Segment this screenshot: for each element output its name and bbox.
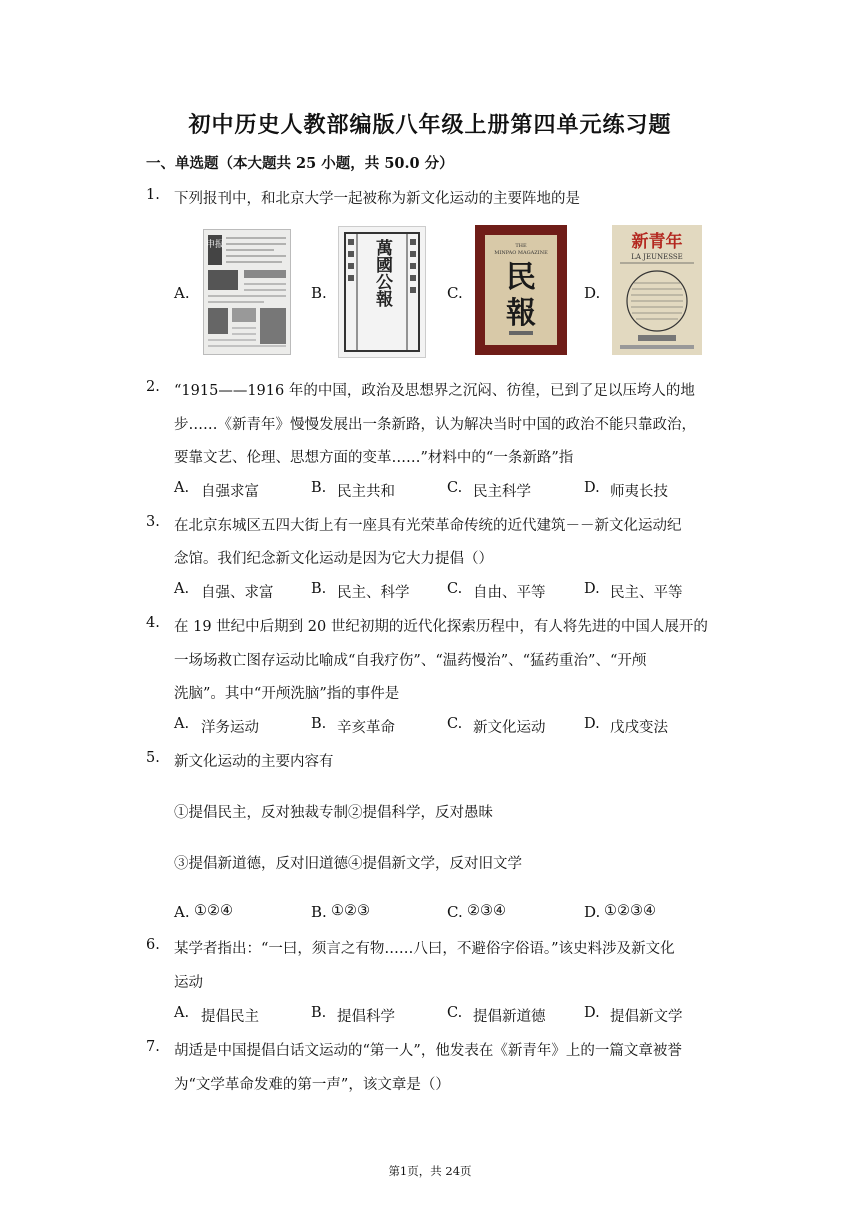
- option-text: 自由、平等: [473, 585, 546, 601]
- newspaper-zhongbao-image: [203, 229, 291, 355]
- question-text: 某学者指出：“一曰，须言之有物……八曰，不避俗字俗语。”该史料涉及新文化: [174, 941, 675, 957]
- option-label: B.: [311, 480, 327, 496]
- option-label: A.: [174, 716, 190, 732]
- option-label: D.: [584, 284, 601, 302]
- svg-text:MINPAO MAGAZINE: MINPAO MAGAZINE: [494, 250, 548, 256]
- question-text: 一场场救亡图存运动比喻成“自我疗伤”、“温药慢治”、“猛药重治”、“开颅: [174, 653, 647, 669]
- option-label: A.: [174, 581, 190, 597]
- option-text: 提倡新道德: [473, 1009, 546, 1025]
- option-text: 辛亥革命: [337, 720, 395, 736]
- section-heading: 一、单选题（本大题共 25 小题，共 50.0 分）: [146, 155, 454, 172]
- option-text: 新文化运动: [473, 720, 546, 736]
- option-text: 提倡民主: [201, 1009, 259, 1025]
- option-label: C.: [447, 1005, 463, 1021]
- option-text: 戊戌变法: [610, 720, 668, 736]
- question-text: 下列报刊中，和北京大学一起被称为新文化运动的主要阵地的是: [174, 191, 580, 207]
- question-text: 在 19 世纪中后期到 20 世纪初期的近代化探索历程中，有人将先进的中国人展开的: [174, 619, 708, 635]
- option-label: B.: [311, 716, 327, 732]
- magazine-masthead-text: 新青年: [631, 232, 683, 252]
- page-title: 初中历史人教部编版八年级上册第四单元练习题: [188, 112, 672, 138]
- question-text: 胡适是中国提倡白话文运动的“第一人”，他发表在《新青年》上的一篇文章被誉: [174, 1043, 682, 1059]
- option-text: 民主共和: [337, 484, 395, 500]
- option-text: 师夷长技: [610, 484, 668, 500]
- option-text: ①②④: [194, 903, 233, 919]
- option-label: C.: [447, 581, 463, 597]
- svg-text:LA JEUNESSE: LA JEUNESSE: [631, 253, 683, 261]
- option-label: B.: [311, 581, 327, 597]
- option-text: 洋务运动: [201, 720, 259, 736]
- svg-text:THE: THE: [515, 243, 527, 249]
- option-label: C.: [447, 480, 463, 496]
- question-text: 新文化运动的主要内容有: [174, 754, 334, 770]
- question-text: 在北京东城区五四大街上有一座具有光荣革命传统的近代建筑－－新文化运动纪: [174, 518, 682, 534]
- question-subline: ③提倡新道德，反对旧道德④提倡新文学，反对旧文学: [174, 856, 522, 872]
- question-subline: ①提倡民主，反对独裁专制②提倡科学，反对愚昧: [174, 805, 493, 821]
- option-label: D.: [584, 581, 600, 597]
- option-label: B.: [311, 284, 327, 302]
- option-label: A.: [174, 903, 190, 921]
- option-label: A.: [174, 1005, 190, 1021]
- question-number: 7.: [146, 1039, 160, 1055]
- question-number: 1.: [146, 187, 160, 203]
- option-text: ①②③④: [604, 903, 656, 919]
- option-text: 提倡新文学: [610, 1009, 683, 1025]
- option-label: A.: [174, 480, 190, 496]
- option-label: B.: [311, 1005, 327, 1021]
- option-text: 民主科学: [473, 484, 531, 500]
- question-number: 2.: [146, 379, 160, 395]
- question-number: 4.: [146, 615, 160, 631]
- option-label: C.: [447, 716, 463, 732]
- question-text: 步……《新青年》慢慢发展出一条新路，认为解决当时中国的政治不能只靠政治，: [174, 417, 696, 433]
- question-number: 6.: [146, 937, 160, 953]
- magazine-minbao-image: [475, 225, 567, 355]
- question-text: 要靠文艺、伦理、思想方面的变革……”材料中的“一条新路”指: [174, 450, 574, 466]
- option-label: D.: [584, 716, 600, 732]
- option-text: 自强、求富: [201, 585, 274, 601]
- magazine-xinqingnian-image: [612, 225, 702, 355]
- option-label: D.: [584, 1005, 600, 1021]
- question-text: 念馆。我们纪念新文化运动是因为它大力提倡（）: [174, 551, 493, 567]
- option-text: 民主、平等: [610, 585, 683, 601]
- newspaper-wanguo-gongbao-image: [338, 226, 426, 358]
- newspaper-masthead-text: 申报: [205, 240, 225, 250]
- question-number: 5.: [146, 750, 160, 766]
- magazine-title-line2: 報: [506, 296, 536, 331]
- option-label: C.: [447, 284, 463, 302]
- question-number: 3.: [146, 514, 160, 530]
- page-footer: 第1页，共 24页: [388, 1164, 472, 1178]
- question-text: “1915——1916 年的中国，政治及思想界之沉闷、彷徨，已到了足以压垮人的地: [174, 383, 695, 399]
- option-text: ①②③: [331, 903, 370, 919]
- option-label: D.: [584, 480, 600, 496]
- question-text: 洗脑”。其中“开颅洗脑”指的事件是: [174, 686, 400, 702]
- option-label: A.: [174, 284, 190, 302]
- question-text: 运动: [174, 975, 203, 991]
- newspaper-masthead-text: 萬國公報: [372, 239, 392, 307]
- option-text: 民主、科学: [337, 585, 410, 601]
- option-label: B.: [311, 903, 327, 921]
- question-text: 为“文学革命发难的第一声”，该文章是（）: [174, 1077, 450, 1093]
- option-label: C.: [447, 903, 463, 921]
- option-label: D.: [584, 903, 601, 921]
- option-text: ②③④: [467, 903, 506, 919]
- option-text: 提倡科学: [337, 1009, 395, 1025]
- magazine-title-line1: 民: [506, 260, 536, 295]
- option-text: 自强求富: [201, 484, 259, 500]
